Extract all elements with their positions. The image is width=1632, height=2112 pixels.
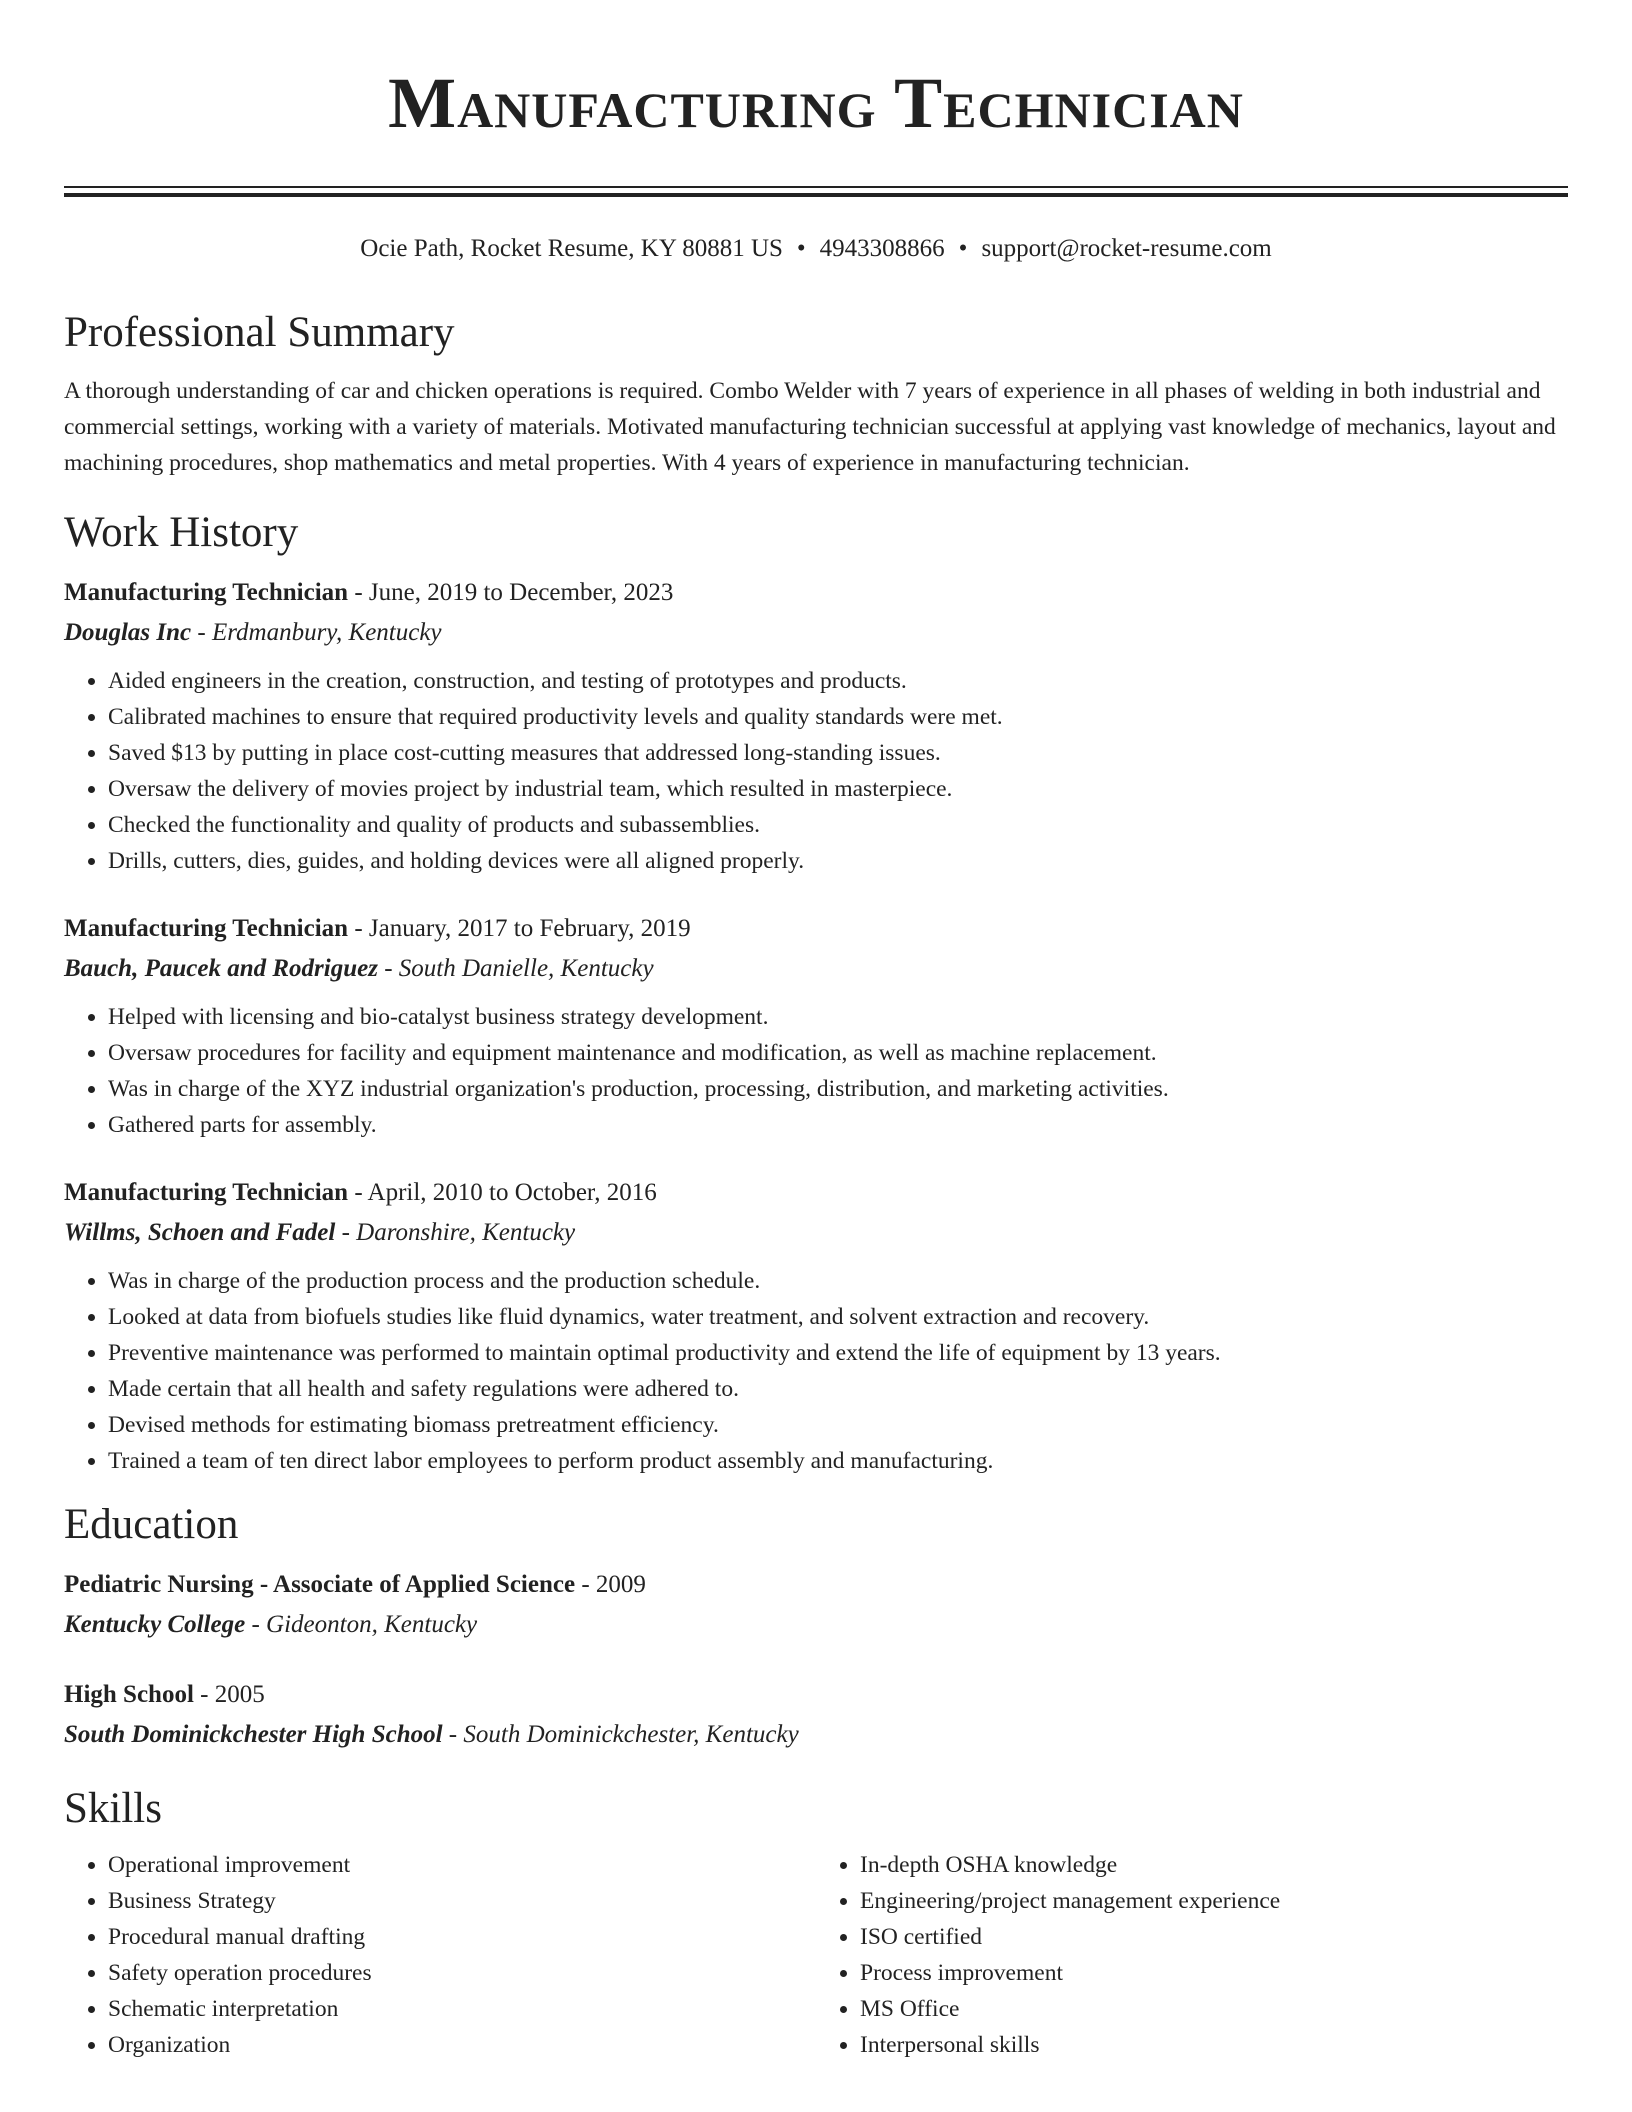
- education-school: South Dominickchester High School: [64, 1721, 443, 1748]
- education-school: Kentucky College: [64, 1611, 246, 1638]
- job-entry: [64, 909, 1568, 1143]
- header-rule-thin: [64, 186, 1568, 188]
- job-header: [64, 909, 1568, 949]
- job-role: Manufacturing Technician: [64, 579, 349, 606]
- skill-item: • Procedural manual drafting: [108, 1919, 816, 1955]
- skill-item: • Operational improvement: [108, 1847, 816, 1883]
- education-location: - South Dominickchester, Kentucky: [442, 1721, 799, 1748]
- header-rule-thick: [64, 193, 1568, 197]
- job-entry: [64, 1173, 1568, 1479]
- education-header: [64, 1675, 1568, 1715]
- contact-line: [64, 233, 1568, 265]
- skill-item: • ISO certified: [860, 1919, 1568, 1955]
- job-header: [64, 1173, 1568, 1213]
- job-employer: [64, 949, 1568, 989]
- skills-column-right: [816, 1847, 1568, 2063]
- job-employer: [64, 1213, 1568, 1253]
- skills-list: [64, 1847, 1568, 2063]
- job-role: Manufacturing Technician: [64, 1179, 349, 1206]
- job-bullet: • Oversaw the delivery of movies project by industrial team, which resulted in masterpiece.: [108, 771, 1568, 807]
- skill-item: • Organization: [108, 2027, 816, 2063]
- job-bullets: [64, 1263, 1568, 1479]
- skill-item: • Engineering/project management experience: [860, 1883, 1568, 1919]
- education-entry: [64, 1565, 1568, 1645]
- job-bullet: • Checked the functionality and quality of products and subassemblies.: [108, 807, 1568, 843]
- skill-item: • Schematic interpretation: [108, 1991, 816, 2027]
- job-dates: - April, 2010 to October, 2016: [348, 1179, 657, 1206]
- job-dates: - June, 2019 to December, 2023: [348, 579, 674, 606]
- education-header: [64, 1565, 1568, 1605]
- candidate-name: Manufacturing Technician: [388, 63, 1244, 143]
- job-company: Willms, Schoen and Fadel: [64, 1219, 336, 1246]
- job-bullet: • Was in charge of the production process and the production schedule.: [108, 1263, 1568, 1299]
- skill-item: • MS Office: [860, 1991, 1568, 2027]
- education-entry: [64, 1675, 1568, 1755]
- job-location: - South Danielle, Kentucky: [377, 955, 654, 982]
- education-degree: High School: [64, 1681, 194, 1708]
- education-institution: [64, 1605, 1568, 1645]
- contact-email: support@rocket-resume.com: [981, 235, 1272, 262]
- job-bullet: • Preventive maintenance was performed to maintain optimal productivity and extend the life of equipment by 13 years.: [108, 1335, 1568, 1371]
- job-bullet: • Helped with licensing and bio-catalyst business strategy development.: [108, 999, 1568, 1035]
- skill-item: • Business Strategy: [108, 1883, 816, 1919]
- job-role: Manufacturing Technician: [64, 915, 349, 942]
- job-bullet: • Looked at data from biofuels studies like fluid dynamics, water treatment, and solvent extraction and recovery.: [108, 1299, 1568, 1335]
- job-bullet: • Calibrated machines to ensure that required productivity levels and quality standards were met.: [108, 699, 1568, 735]
- job-bullet: • Was in charge of the XYZ industrial organization's production, processing, distribution, and marketing activities.: [108, 1071, 1568, 1107]
- section-title-skills: Skills: [64, 1785, 162, 1832]
- job-bullet: • Gathered parts for assembly.: [108, 1107, 1568, 1143]
- section-title-summary: Professional Summary: [64, 309, 455, 356]
- job-bullet: • Drills, cutters, dies, guides, and holding devices were all aligned properly.: [108, 843, 1568, 879]
- skill-item: • Interpersonal skills: [860, 2027, 1568, 2063]
- job-bullet: • Made certain that all health and safety regulations were adhered to.: [108, 1371, 1568, 1407]
- job-location: - Daronshire, Kentucky: [335, 1219, 576, 1246]
- job-bullet: • Oversaw procedures for facility and equipment maintenance and modification, as well as machine replacement.: [108, 1035, 1568, 1071]
- section-title-work-history: Work History: [64, 509, 299, 556]
- skill-item: • In-depth OSHA knowledge: [860, 1847, 1568, 1883]
- skills-column-left: [64, 1847, 816, 2063]
- job-employer: [64, 613, 1568, 653]
- job-company: Bauch, Paucek and Rodriguez: [64, 955, 378, 982]
- skill-item: • Safety operation procedures: [108, 1955, 816, 1991]
- job-company: Douglas Inc: [64, 619, 192, 646]
- education-year: - 2005: [193, 1681, 265, 1708]
- job-entry: [64, 573, 1568, 879]
- contact-separator: •: [958, 235, 968, 262]
- job-dates: - January, 2017 to February, 2019: [348, 915, 691, 942]
- contact-phone: 4943308866: [819, 235, 945, 262]
- job-bullets: [64, 663, 1568, 879]
- job-bullets: [64, 999, 1568, 1143]
- education-institution: [64, 1715, 1568, 1755]
- education-degree: Pediatric Nursing - Associate of Applied Science: [64, 1571, 576, 1598]
- education-year: - 2009: [575, 1571, 646, 1598]
- section-title-education: Education: [64, 1501, 239, 1548]
- job-bullet: • Aided engineers in the creation, construction, and testing of prototypes and products.: [108, 663, 1568, 699]
- contact-separator: •: [796, 235, 806, 262]
- job-bullet: • Trained a team of ten direct labor employees to perform product assembly and manufacturing.: [108, 1443, 1568, 1479]
- header-double-rule: [64, 186, 1568, 197]
- job-bullet: • Saved $13 by putting in place cost-cutting measures that addressed long-standing issues.: [108, 735, 1568, 771]
- job-header: [64, 573, 1568, 613]
- contact-address: Ocie Path, Rocket Resume, KY 80881 US: [360, 235, 783, 262]
- job-bullet: • Devised methods for estimating biomass pretreatment efficiency.: [108, 1407, 1568, 1443]
- job-location: - Erdmanbury, Kentucky: [191, 619, 442, 646]
- skill-item: • Process improvement: [860, 1955, 1568, 1991]
- education-location: - Gideonton, Kentucky: [245, 1611, 478, 1638]
- summary-text: A thorough understanding of car and chicken operations is required. Combo Welder with 7 years of experience in all phases of welding in both industrial and commercial settings, working with a variety of materials. Motivated manufacturing technician successful at applying vast knowledge of mechanics, layout and machining procedures, shop mathematics and metal properties. With 4 years of experience in manufacturing technician.: [64, 378, 1556, 476]
